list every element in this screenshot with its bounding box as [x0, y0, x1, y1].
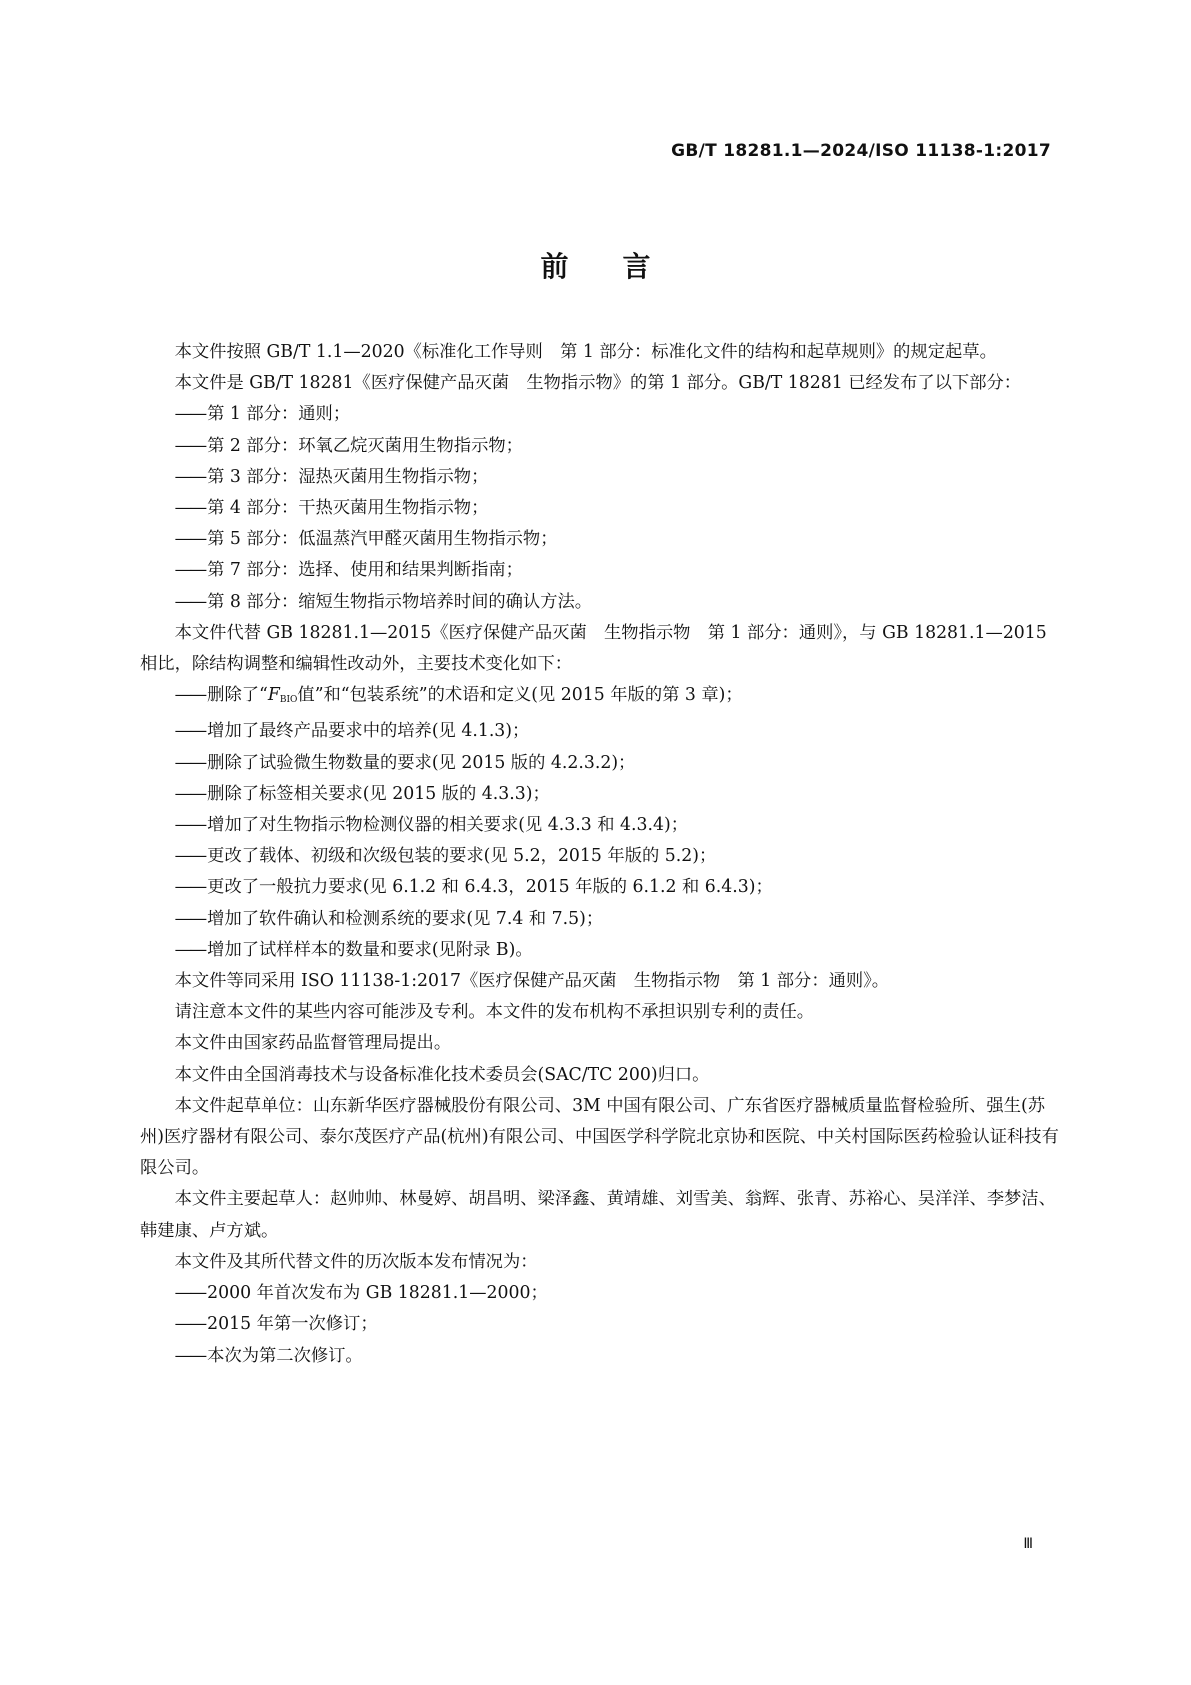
foreword-body [140, 337, 1060, 1372]
list-item-history: —— 本次为第二次修订。 [140, 1341, 1060, 1372]
paragraph-identical-adoption: 本文件等同采用 ISO 11138-1:2017《医疗保健产品灭菌 生物指示物 第 1 部分：通则》。 [174, 971, 890, 992]
list-item-history: —— 2015 年第一次修订； [140, 1309, 1060, 1340]
paragraph-drafting-units: 本文件起草单位：山东新华医疗器械股份有限公司、3M 中国有限公司、广东省医疗器械质量监督检验所、强生(苏州)医疗器材有限公司、泰尔茂医疗产品(杭州)有限公司、中国医学科学院北京协和医院、中关村国际医药检验认证科技有限公司。 [140, 1095, 1059, 1179]
list-item-part: —— 第 1 部分：通则； [140, 399, 1060, 430]
bio-subscript: BIO [279, 695, 298, 706]
change-suffix: 值”和“包装系统”的术语和定义(见 2015 年版的第 3 章)； [297, 685, 743, 706]
list-item-part: —— 第 5 部分：低温蒸汽甲醛灭菌用生物指示物； [140, 524, 1060, 555]
list-item-part: —— 第 2 部分：环氧乙烷灭菌用生物指示物； [140, 431, 1060, 462]
change-prefix: 删除了“ [207, 685, 268, 706]
page-title: 前言 [540, 250, 705, 283]
list-item-change: —— 删除了试验微生物数量的要求(见 2015 版的 4.2.3.2)； [140, 748, 1060, 779]
paragraph-drafters: 本文件主要起草人：赵帅帅、林曼婷、胡昌明、梁泽鑫、黄靖雄、刘雪美、翁辉、张青、苏裕心、吴洋洋、李梦洁、韩建康、卢方斌。 [140, 1189, 1056, 1241]
list-item-change: —— 增加了试样样本的数量和要求(见附录 B)。 [140, 935, 1060, 966]
list-item-part: —— 第 4 部分：干热灭菌用生物指示物； [140, 493, 1060, 524]
paragraph-replaces: 本文件代替 GB 18281.1—2015《医疗保健产品灭菌 生物指示物 第 1 部分：通则》，与 GB 18281.1—2015 相比，除结构调整和编辑性改动外，主要技术变化如下： [140, 622, 1047, 675]
paragraph-series-info: 本文件是 GB/T 18281《医疗保健产品灭菌 生物指示物》的第 1 部分。GB/T 18281 已经发布了以下部分： [174, 373, 1022, 394]
paragraph-drafting-rules: 本文件按照 GB/T 1.1—2020《标准化工作导则 第 1 部分：标准化文件的结构和起草规则》的规定起草。 [174, 342, 997, 362]
list-item-change [140, 680, 1060, 716]
list-item-part: —— 第 8 部分：缩短生物指示物培养时间的确认方法。 [140, 587, 1060, 618]
f-symbol: F [267, 685, 280, 706]
standard-number-header: GB/T 18281.1—2024/ISO 11138-1:2017 [671, 141, 1051, 161]
paragraph-patent-notice: 请注意本文件的某些内容可能涉及专利。本文件的发布机构不承担识别专利的责任。 [174, 1002, 815, 1023]
list-item-change: —— 增加了最终产品要求中的培养(见 4.1.3)； [140, 716, 1060, 747]
list-item-history: —— 2000 年首次发布为 GB 18281.1—2000； [140, 1278, 1060, 1309]
list-item-part: —— 第 7 部分：选择、使用和结果判断指南； [140, 555, 1060, 586]
paragraph-history-intro: 本文件及其所代替文件的历次版本发布情况为： [174, 1251, 538, 1272]
page-number: Ⅲ [1023, 1536, 1033, 1552]
paragraph-under-jurisdiction: 本文件由全国消毒技术与设备标准化技术委员会(SAC/TC 200)归口。 [174, 1064, 710, 1085]
list-item-change: —— 增加了对生物指示物检测仪器的相关要求(见 4.3.3 和 4.3.4)； [140, 810, 1060, 841]
list-item-part: —— 第 3 部分：湿热灭菌用生物指示物； [140, 462, 1060, 493]
paragraph-proposed-by: 本文件由国家药品监督管理局提出。 [174, 1033, 452, 1054]
list-item-change: —— 删除了标签相关要求(见 2015 版的 4.3.3)； [140, 779, 1060, 810]
list-item-change: —— 增加了软件确认和检测系统的要求(见 7.4 和 7.5)； [140, 904, 1060, 935]
list-item-change: —— 更改了载体、初级和次级包装的要求(见 5.2，2015 年版的 5.2)； [140, 841, 1060, 872]
list-item-change: —— 更改了一般抗力要求(见 6.1.2 和 6.4.3，2015 年版的 6.1.2 和 6.4.3)； [140, 872, 1060, 903]
